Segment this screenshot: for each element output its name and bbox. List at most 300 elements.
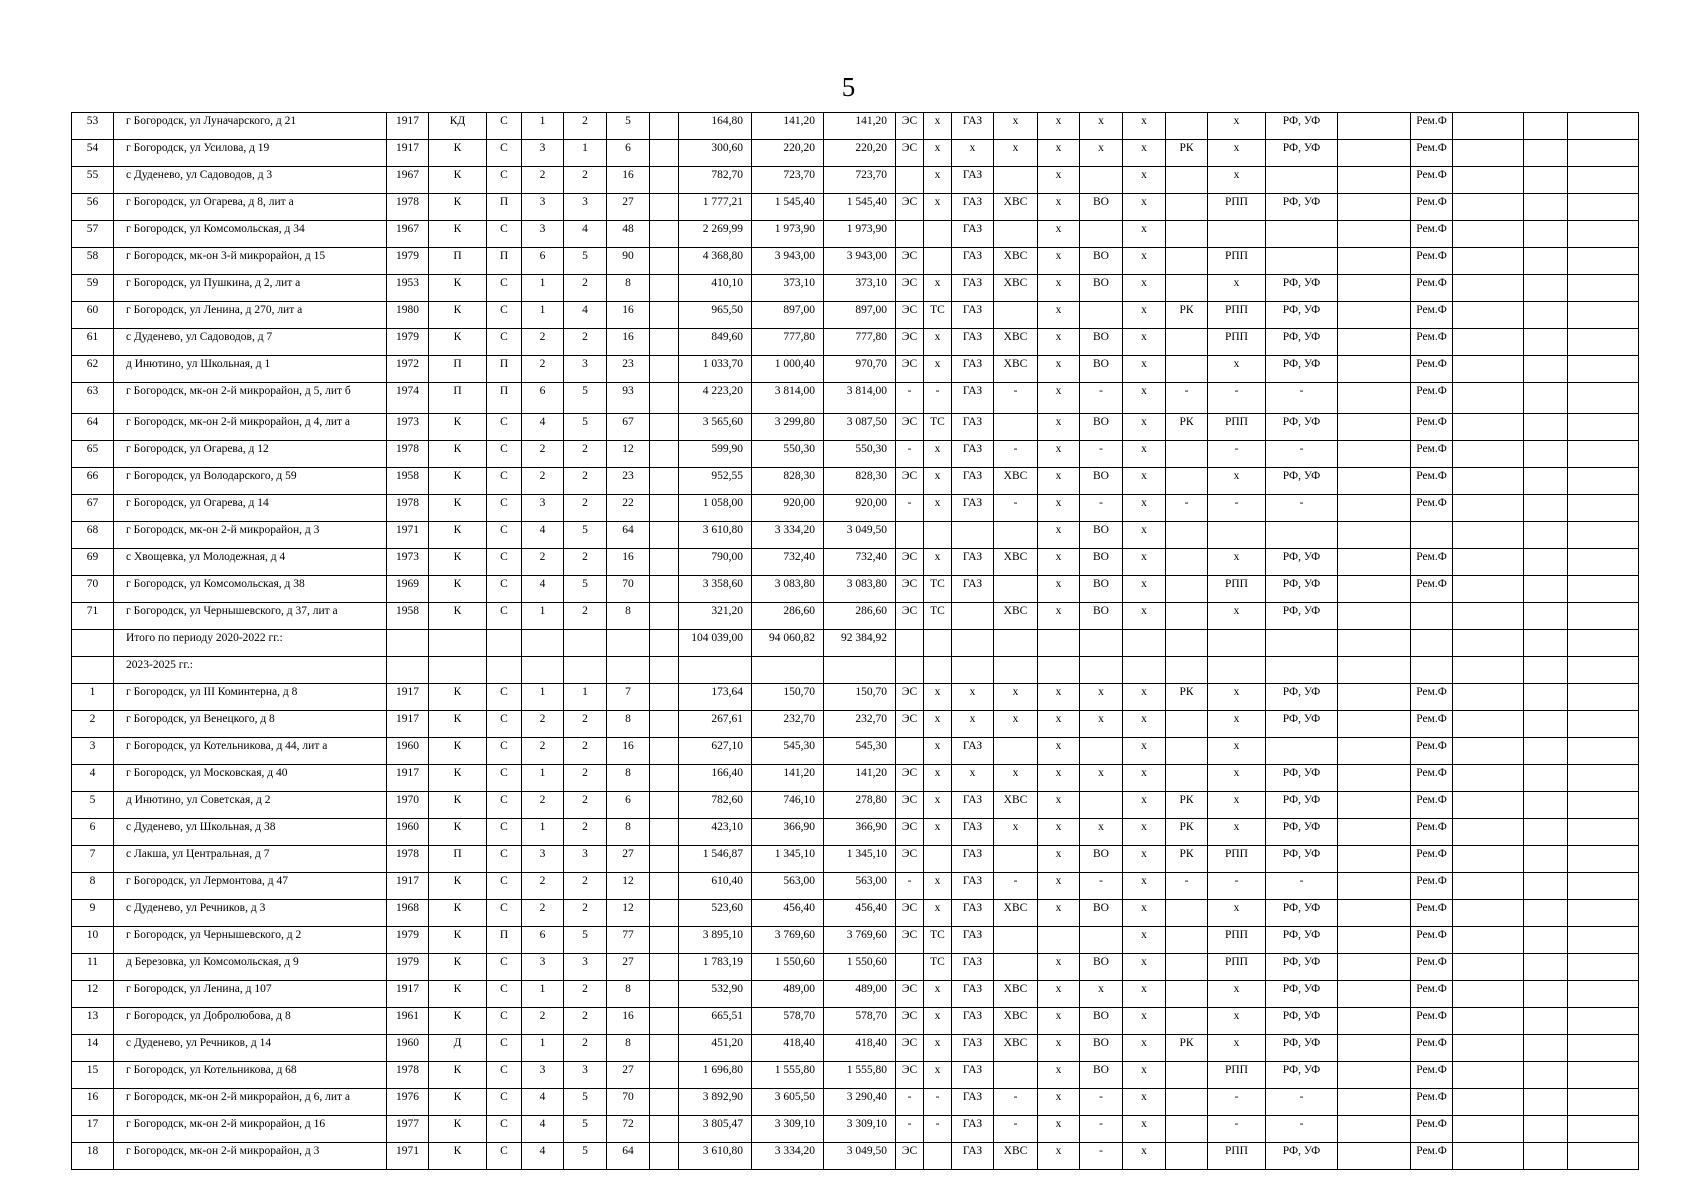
cell xyxy=(1338,302,1411,329)
cell: 4 xyxy=(564,221,607,248)
table-row xyxy=(72,900,1639,927)
cell xyxy=(1524,495,1568,522)
cell xyxy=(1568,927,1639,954)
cell: x xyxy=(924,468,952,495)
cell: 2 xyxy=(564,900,607,927)
cell: 8 xyxy=(72,873,114,900)
cell: x xyxy=(1038,819,1080,846)
cell xyxy=(1338,221,1411,248)
cell: 6 xyxy=(522,383,564,414)
cell: 56 xyxy=(72,194,114,221)
cell xyxy=(1338,1089,1411,1116)
cell: 16 xyxy=(607,738,650,765)
cell: 1977 xyxy=(387,1116,429,1143)
cell xyxy=(1568,657,1639,684)
cell: 300,60 xyxy=(679,140,752,167)
cell: Рем.Ф xyxy=(1411,738,1453,765)
cell xyxy=(1568,1062,1639,1089)
total-value-3: 92 384,92 xyxy=(824,630,896,657)
cell xyxy=(522,657,564,684)
cell: РПП xyxy=(1208,248,1266,275)
table-row xyxy=(72,495,1639,522)
cell: ГАЗ xyxy=(952,356,994,383)
cell xyxy=(1453,738,1524,765)
cell: 1 xyxy=(72,684,114,711)
cell: РК xyxy=(1166,302,1208,329)
cell: 70 xyxy=(607,1089,650,1116)
cell: 920,00 xyxy=(752,495,824,522)
cell: - xyxy=(994,873,1038,900)
cell: x xyxy=(1038,495,1080,522)
cell: x xyxy=(924,765,952,792)
cell: 5 xyxy=(564,414,607,441)
cell: РФ, УФ xyxy=(1266,275,1338,302)
cell: 965,50 xyxy=(679,302,752,329)
cell: 1958 xyxy=(387,468,429,495)
cell: К xyxy=(429,140,487,167)
cell: 777,80 xyxy=(824,329,896,356)
cell: 286,60 xyxy=(752,603,824,630)
cell xyxy=(994,846,1038,873)
cell: 2 xyxy=(522,329,564,356)
cell: ТС xyxy=(924,414,952,441)
cell: 1979 xyxy=(387,329,429,356)
cell xyxy=(1524,630,1568,657)
cell: 732,40 xyxy=(752,549,824,576)
cell: x xyxy=(924,792,952,819)
cell: ГАЗ xyxy=(952,275,994,302)
cell: ГАЗ xyxy=(952,329,994,356)
cell xyxy=(1338,495,1411,522)
cell: Рем.Ф xyxy=(1411,576,1453,603)
cell: ЭС xyxy=(896,194,924,221)
cell: x xyxy=(1208,711,1266,738)
table-row xyxy=(72,819,1639,846)
cell: - xyxy=(1266,383,1338,414)
cell xyxy=(1166,1008,1208,1035)
cell: x xyxy=(1038,275,1080,302)
cell: - xyxy=(1266,1089,1338,1116)
cell: 4 xyxy=(522,576,564,603)
cell: 7 xyxy=(72,846,114,873)
table-row xyxy=(72,414,1639,441)
cell: 16 xyxy=(607,329,650,356)
cell: С xyxy=(487,221,522,248)
cell: К xyxy=(429,576,487,603)
cell: x xyxy=(1123,684,1166,711)
cell xyxy=(1524,275,1568,302)
cell xyxy=(1338,248,1411,275)
cell xyxy=(1524,1062,1568,1089)
cell: 777,80 xyxy=(752,329,824,356)
cell: - xyxy=(994,495,1038,522)
cell: С xyxy=(487,765,522,792)
cell: 456,40 xyxy=(752,900,824,927)
cell: 3 943,00 xyxy=(824,248,896,275)
cell: 2 xyxy=(522,873,564,900)
cell: x xyxy=(1038,1143,1080,1170)
cell: 23 xyxy=(607,356,650,383)
cell: Рем.Ф xyxy=(1411,140,1453,167)
cell: x xyxy=(952,711,994,738)
cell xyxy=(924,221,952,248)
cell: 16 xyxy=(72,1089,114,1116)
cell xyxy=(1266,167,1338,194)
cell xyxy=(1568,221,1639,248)
table-row xyxy=(72,113,1639,140)
cell xyxy=(564,657,607,684)
cell: x xyxy=(1038,1062,1080,1089)
total-label: Итого по периоду 2020-2022 гг.: xyxy=(114,630,387,657)
cell: г Богородск, мк-он 2-й микрорайон, д 6, лит а xyxy=(114,1089,387,1116)
cell: С xyxy=(487,684,522,711)
cell: - xyxy=(1080,873,1123,900)
cell xyxy=(1166,603,1208,630)
cell: 3 087,50 xyxy=(824,414,896,441)
cell: ГАЗ xyxy=(952,1116,994,1143)
cell xyxy=(1266,221,1338,248)
cell: 849,60 xyxy=(679,329,752,356)
cell: С xyxy=(487,819,522,846)
cell: 1978 xyxy=(387,495,429,522)
cell: Рем.Ф xyxy=(1411,981,1453,1008)
cell xyxy=(1166,356,1208,383)
cell: Рем.Ф xyxy=(1411,221,1453,248)
cell xyxy=(1568,356,1639,383)
table-row xyxy=(72,684,1639,711)
cell: 1958 xyxy=(387,603,429,630)
cell xyxy=(1338,1062,1411,1089)
cell: К xyxy=(429,684,487,711)
cell: 64 xyxy=(72,414,114,441)
cell: Рем.Ф xyxy=(1411,954,1453,981)
cell xyxy=(1524,194,1568,221)
cell: ЭС xyxy=(896,356,924,383)
cell: 2 xyxy=(564,765,607,792)
cell: 523,60 xyxy=(679,900,752,927)
cell xyxy=(1166,329,1208,356)
cell xyxy=(1338,603,1411,630)
cell: x xyxy=(952,765,994,792)
cell: x xyxy=(1123,1062,1166,1089)
cell: x xyxy=(924,495,952,522)
cell: Рем.Ф xyxy=(1411,1062,1453,1089)
cell: с Дуденево, ул Садоводов, д 3 xyxy=(114,167,387,194)
cell: 451,20 xyxy=(679,1035,752,1062)
table-row xyxy=(72,1062,1639,1089)
cell: 57 xyxy=(72,221,114,248)
cell xyxy=(1524,167,1568,194)
cell: 3 xyxy=(564,954,607,981)
cell: К xyxy=(429,1116,487,1143)
cell: 373,10 xyxy=(752,275,824,302)
cell: РФ, УФ xyxy=(1266,1143,1338,1170)
cell xyxy=(994,414,1038,441)
cell: С xyxy=(487,495,522,522)
cell xyxy=(1166,221,1208,248)
cell: 1 550,60 xyxy=(752,954,824,981)
cell: 2 xyxy=(564,468,607,495)
cell xyxy=(1166,248,1208,275)
cell xyxy=(1568,846,1639,873)
cell xyxy=(650,603,679,630)
cell xyxy=(1080,792,1123,819)
cell xyxy=(1568,522,1639,549)
cell xyxy=(650,954,679,981)
cell: x xyxy=(1038,603,1080,630)
cell: 2 xyxy=(522,549,564,576)
cell xyxy=(1266,738,1338,765)
cell: г Богородск, ул Московская, д 40 xyxy=(114,765,387,792)
cell xyxy=(1166,954,1208,981)
cell: 63 xyxy=(72,383,114,414)
cell xyxy=(1568,167,1639,194)
cell xyxy=(1568,383,1639,414)
cell: 952,55 xyxy=(679,468,752,495)
cell: 278,80 xyxy=(824,792,896,819)
total-row xyxy=(72,630,1639,657)
cell: 897,00 xyxy=(824,302,896,329)
cell: x xyxy=(1038,765,1080,792)
cell: 599,90 xyxy=(679,441,752,468)
cell xyxy=(679,657,752,684)
cell: x xyxy=(1080,113,1123,140)
cell: 232,70 xyxy=(752,711,824,738)
cell: 550,30 xyxy=(824,441,896,468)
cell: г Богородск, ул Комсомольская, д 38 xyxy=(114,576,387,603)
cell xyxy=(1338,113,1411,140)
cell: П xyxy=(487,927,522,954)
cell xyxy=(1453,329,1524,356)
cell: 366,90 xyxy=(824,819,896,846)
cell: x xyxy=(1123,275,1166,302)
cell: К xyxy=(429,329,487,356)
cell: 1970 xyxy=(387,792,429,819)
cell: ЭС xyxy=(896,468,924,495)
cell: 1 973,90 xyxy=(824,221,896,248)
cell: П xyxy=(487,356,522,383)
table-row xyxy=(72,468,1639,495)
cell: К xyxy=(429,441,487,468)
cell: 1 973,90 xyxy=(752,221,824,248)
cell: - xyxy=(1208,495,1266,522)
cell xyxy=(896,522,924,549)
cell: x xyxy=(1123,1035,1166,1062)
cell xyxy=(1166,1143,1208,1170)
cell xyxy=(1524,468,1568,495)
cell: ЭС xyxy=(896,900,924,927)
cell: 5 xyxy=(564,248,607,275)
table-row xyxy=(72,792,1639,819)
cell: x xyxy=(1208,738,1266,765)
cell: ВО xyxy=(1080,468,1123,495)
cell xyxy=(650,630,679,657)
cell: x xyxy=(1080,140,1123,167)
cell: ГАЗ xyxy=(952,414,994,441)
cell: 2 xyxy=(564,1035,607,1062)
cell: x xyxy=(1038,846,1080,873)
cell: x xyxy=(1123,194,1166,221)
cell: x xyxy=(924,329,952,356)
cell: - xyxy=(1266,1116,1338,1143)
cell: РК xyxy=(1166,1035,1208,1062)
cell xyxy=(1568,738,1639,765)
cell: Рем.Ф xyxy=(1411,383,1453,414)
cell: К xyxy=(429,275,487,302)
cell: x xyxy=(1123,1143,1166,1170)
cell xyxy=(1524,113,1568,140)
table-row xyxy=(72,275,1639,302)
cell: 6 xyxy=(72,819,114,846)
cell xyxy=(1524,765,1568,792)
cell: - xyxy=(1080,1089,1123,1116)
cell xyxy=(1568,468,1639,495)
cell: ГАЗ xyxy=(952,113,994,140)
cell xyxy=(1038,630,1080,657)
cell: С xyxy=(487,603,522,630)
cell: ТС xyxy=(924,302,952,329)
cell: x xyxy=(1038,468,1080,495)
cell: 8 xyxy=(607,819,650,846)
cell: x xyxy=(1123,113,1166,140)
cell: 2 xyxy=(564,792,607,819)
cell xyxy=(1453,302,1524,329)
cell: 4 xyxy=(522,1116,564,1143)
cell: x xyxy=(924,356,952,383)
cell: С xyxy=(487,441,522,468)
cell: ГАЗ xyxy=(952,792,994,819)
cell xyxy=(1524,873,1568,900)
cell: 1 545,40 xyxy=(752,194,824,221)
cell: - xyxy=(1166,495,1208,522)
cell xyxy=(650,522,679,549)
cell xyxy=(1568,576,1639,603)
cell: x xyxy=(1208,684,1266,711)
cell: 55 xyxy=(72,167,114,194)
cell xyxy=(1524,1116,1568,1143)
cell: ЭС xyxy=(896,792,924,819)
cell: РПП xyxy=(1208,194,1266,221)
cell: 54 xyxy=(72,140,114,167)
cell: 2 xyxy=(564,981,607,1008)
cell: x xyxy=(1123,549,1166,576)
cell: г Богородск, ул Огарева, д 8, лит а xyxy=(114,194,387,221)
cell: 1 xyxy=(522,113,564,140)
cell: - xyxy=(924,1089,952,1116)
cell: 3 358,60 xyxy=(679,576,752,603)
cell: 3 565,60 xyxy=(679,414,752,441)
cell: С xyxy=(487,113,522,140)
cell xyxy=(1266,248,1338,275)
cell xyxy=(650,1008,679,1035)
cell xyxy=(1266,522,1338,549)
cell: 8 xyxy=(607,603,650,630)
cell: 16 xyxy=(607,1008,650,1035)
cell: РФ, УФ xyxy=(1266,927,1338,954)
cell: 2 xyxy=(564,441,607,468)
cell: РФ, УФ xyxy=(1266,765,1338,792)
cell: ХВС xyxy=(994,792,1038,819)
cell: x xyxy=(1038,113,1080,140)
cell: ЭС xyxy=(896,927,924,954)
table-row xyxy=(72,329,1639,356)
cell: 1 xyxy=(522,302,564,329)
cell: 2 xyxy=(564,329,607,356)
cell: ВО xyxy=(1080,549,1123,576)
cell xyxy=(1266,630,1338,657)
cell xyxy=(994,221,1038,248)
cell: РК xyxy=(1166,819,1208,846)
cell: 2 xyxy=(564,738,607,765)
cell xyxy=(650,1062,679,1089)
cell: x xyxy=(1123,1089,1166,1116)
cell: П xyxy=(429,846,487,873)
cell xyxy=(1568,873,1639,900)
cell: 4 xyxy=(522,1089,564,1116)
cell: 2 xyxy=(522,900,564,927)
cell: 1960 xyxy=(387,738,429,765)
cell xyxy=(429,657,487,684)
cell: 11 xyxy=(72,954,114,981)
cell: РК xyxy=(1166,140,1208,167)
cell xyxy=(650,495,679,522)
cell: 6 xyxy=(607,792,650,819)
cell: ГАЗ xyxy=(952,441,994,468)
cell: 150,70 xyxy=(824,684,896,711)
cell: 3 610,80 xyxy=(679,522,752,549)
cell: x xyxy=(1123,441,1166,468)
cell xyxy=(1411,630,1453,657)
cell: ЭС xyxy=(896,275,924,302)
cell: 1 xyxy=(522,1035,564,1062)
cell: x xyxy=(1123,738,1166,765)
cell: РФ, УФ xyxy=(1266,819,1338,846)
cell: 67 xyxy=(72,495,114,522)
cell xyxy=(1524,576,1568,603)
cell: 61 xyxy=(72,329,114,356)
cell: Рем.Ф xyxy=(1411,684,1453,711)
cell: x xyxy=(924,738,952,765)
cell: 3 334,20 xyxy=(752,1143,824,1170)
cell: 1961 xyxy=(387,1008,429,1035)
cell: x xyxy=(1038,167,1080,194)
cell: x xyxy=(1038,1035,1080,1062)
cell: 2 xyxy=(522,738,564,765)
cell: Рем.Ф xyxy=(1411,549,1453,576)
cell: ВО xyxy=(1080,900,1123,927)
cell: ВО xyxy=(1080,248,1123,275)
cell: x xyxy=(1080,684,1123,711)
cell: РФ, УФ xyxy=(1266,414,1338,441)
cell: РФ, УФ xyxy=(1266,194,1338,221)
cell: г Богородск, ул Володарского, д 59 xyxy=(114,468,387,495)
cell: С xyxy=(487,275,522,302)
cell xyxy=(1524,329,1568,356)
cell: 5 xyxy=(564,576,607,603)
cell: x xyxy=(1038,522,1080,549)
cell xyxy=(1038,927,1080,954)
cell xyxy=(564,630,607,657)
cell: 4 xyxy=(522,414,564,441)
cell: x xyxy=(1123,792,1166,819)
cell xyxy=(1166,1089,1208,1116)
cell: 2 xyxy=(564,495,607,522)
cell: 828,30 xyxy=(752,468,824,495)
cell xyxy=(1338,1116,1411,1143)
cell xyxy=(1453,549,1524,576)
cell: Рем.Ф xyxy=(1411,302,1453,329)
cell: x xyxy=(1123,414,1166,441)
